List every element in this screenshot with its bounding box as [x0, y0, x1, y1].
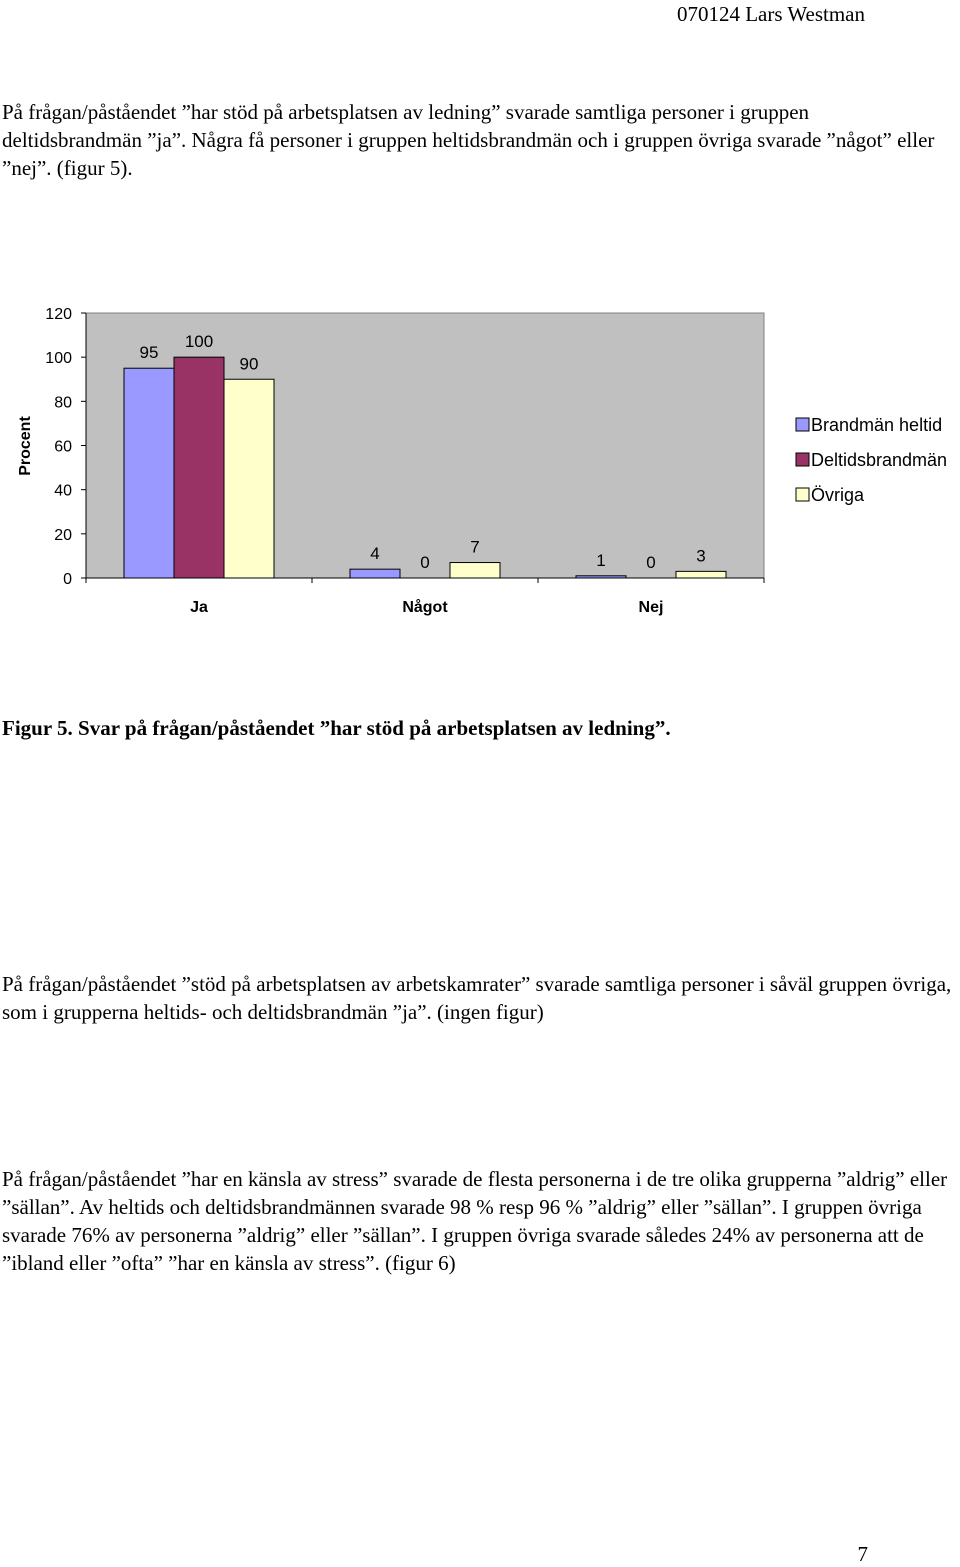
paragraph-support-management: På frågan/påståendet ”har stöd på arbetsplatsen av ledning” svarade samtliga personer i gruppen deltidsbrandmän ”ja”. Några få personer i gruppen heltidsbrandmän och i gruppen övriga svarade ”något” eller ”nej”. (figur 5).	[2, 100, 935, 180]
data-label: 1	[596, 550, 606, 570]
bar-3-3	[676, 571, 726, 578]
page-header: 070124 Lars Westman	[676, 2, 865, 26]
y-axis	[45, 306, 86, 588]
paragraph-stress: På frågan/påståendet ”har en känsla av stress” svarade de flesta personerna i de tre olika grupperna ”aldrig” eller ”sällan”. Av heltids och deltidsbrandmännen svarade 98 % resp 96 % ”aldrig” eller ”sällan”. I gruppen övriga svarade 76% av personerna ”aldrig” eller ”sällan”. I gruppen övriga svarade således 24% av personerna att de ”ibland eller ”ofta” ”har en känsla av stress”. (figur 6)	[2, 1167, 948, 1275]
legend-swatch	[796, 453, 809, 466]
page-number: 7	[857, 1542, 868, 1566]
bar-1-3	[576, 576, 626, 578]
x-tick-label: Något	[402, 599, 448, 616]
data-label: 0	[420, 553, 430, 572]
legend-swatch	[796, 418, 809, 431]
legend-label: Deltidsbrandmän	[811, 450, 948, 470]
y-tick-label: 0	[63, 571, 72, 588]
data-label: 90	[239, 354, 259, 374]
bar-2-1	[174, 357, 224, 578]
data-label: 4	[370, 544, 380, 564]
data-label: 95	[139, 343, 159, 363]
data-label: 3	[696, 546, 706, 566]
figure-caption: Figur 5. Svar på frågan/påståendet ”har stöd på arbetsplatsen av ledning”.	[2, 716, 671, 740]
y-tick-label: 20	[54, 526, 72, 544]
data-label: 7	[470, 537, 480, 557]
y-axis-label: Procent	[17, 416, 34, 476]
x-tick-label: Nej	[638, 599, 664, 616]
y-tick-label: 40	[54, 482, 72, 500]
bar-3-1	[224, 379, 274, 578]
y-tick-label: 120	[45, 306, 72, 323]
data-label: 100	[184, 332, 214, 352]
x-tick-label: Ja	[190, 599, 208, 616]
legend-label: Övriga	[811, 485, 865, 505]
y-tick-label: 80	[54, 394, 72, 412]
y-tick-label: 100	[45, 350, 72, 368]
legend-label: Brandmän heltid	[811, 415, 943, 435]
legend	[796, 415, 947, 505]
bar-1-1	[124, 368, 174, 578]
data-label: 0	[646, 553, 656, 572]
x-axis	[86, 578, 764, 616]
bar-3-2	[450, 563, 500, 578]
legend-swatch	[796, 488, 809, 501]
paragraph-support-colleagues: På frågan/påståendet ”stöd på arbetsplatsen av arbetskamrater” svarade samtliga personer i såväl gruppen övriga, som i grupperna heltids- och deltidsbrandmän ”ja”. (ingen figur)	[2, 972, 952, 1024]
y-tick-label: 60	[54, 438, 72, 456]
bar-1-2	[350, 569, 400, 578]
figure-5-bar-chart	[0, 296, 960, 616]
